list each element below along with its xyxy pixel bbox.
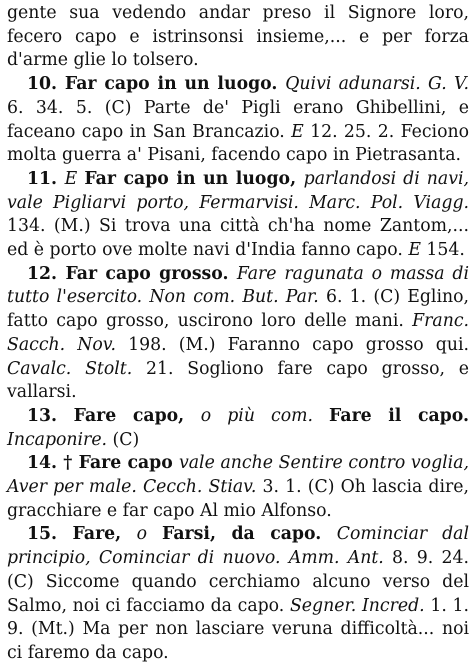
entry-11-italic-run: E	[64, 168, 85, 189]
entry-15-roman-run: 1. 1. 9. (Mt.) Ma per non lasciare veruna difficoltà... noi ci faremo da capo.	[7, 595, 469, 663]
entry-11-roman-run: 154.	[426, 240, 465, 261]
entry-10	[7, 73, 469, 168]
entry-12-bold-run: Far capo grosso.	[65, 263, 237, 284]
entry-13-bold-run: Fare capo,	[73, 405, 201, 426]
continuation-roman-run: gente sua vedendo andar preso il Signore loro, fecero capo e istrinsonsi insieme,... e per forza d'arme glie lo tolsero.	[7, 3, 469, 71]
entry-14-roman-run: 3. 1. (C) Oh lascia dire, gracchiare e far capo Al mio Alfonso.	[7, 477, 469, 521]
entry-13	[7, 405, 469, 452]
entry-13-bold-run: Fare il capo.	[329, 405, 469, 426]
entry-12-italic-run: Cavalc. Stolt.	[7, 358, 147, 379]
entry-10-bold-run: 10.	[27, 74, 65, 95]
entry-11-italic-run: E	[408, 240, 427, 261]
entry-13-roman-run: (C)	[112, 429, 140, 450]
entry-12-italic-run: Franc. Sacch. Nov.	[7, 311, 469, 355]
entry-11-italic-run: parlandosi di navi, vale Pigliarvi porto, Fermarvisi. Marc. Pol. Viagg.	[7, 168, 469, 213]
entry-10-italic-run: Quivi adunarsi. G. V.	[285, 74, 469, 95]
entry-12-bold-run: 12.	[27, 263, 66, 284]
entry-11-roman-run: 134. (M.) Si trova una città ch'ha nome Zantom,... ed è porto ove molte navi d'India fanno capo.	[7, 216, 469, 261]
entry-15	[7, 523, 469, 665]
entry-15-italic-run: o	[136, 524, 163, 545]
entry-15-italic-run: Segner. Incred.	[289, 595, 431, 616]
entry-15-bold-run: Fare,	[72, 524, 137, 545]
entry-15-roman-run: 8. 9. 24. (C) Siccome quando cerchiamo alcuno verso del Salmo, noi ci facciamo da capo.	[7, 548, 469, 616]
entry-15-italic-run: Cominciar dal principio, Cominciar di nuovo. Amm. Ant.	[7, 524, 470, 569]
entry-11	[7, 168, 469, 263]
entry-12-roman-run: 198. (M.) Faranno capo grosso qui.	[128, 334, 469, 355]
entry-10-roman-run: 6. 34. 5. (C) Parte de' Pigli erano Ghibellini, e faceano capo in San Brancazio.	[7, 97, 469, 142]
entry-15-bold-run: 15.	[27, 524, 73, 545]
entry-14-italic-run: vale anche Sentire contro voglia, Aver per male. Cecch. Stiav.	[7, 453, 469, 498]
entry-13-italic-run: Incaponire.	[7, 429, 113, 450]
entry-12	[7, 263, 469, 405]
entry-14-bold-run: Fare capo	[78, 453, 179, 474]
entry-10-roman-run: 12. 25. 2. Feciono molta guerra a' Pisani, facendo capo in Pietrasanta.	[7, 121, 470, 166]
entry-13-italic-run: o più com.	[200, 405, 330, 426]
entry-12-italic-run: Fare ragunata o massa di tutto l'esercito. Non com. But. Par.	[7, 263, 469, 308]
entry-10-italic-run: E	[291, 121, 311, 142]
entry-10-bold-run: Far capo in un luogo.	[64, 74, 286, 95]
entry-12-roman-run: 21. Sogliono fare capo grosso, e vallarsi.	[7, 358, 469, 403]
entry-12-roman-run: 6. 1. (C) Eglino, fatto capo grosso, uscirono loro delle mani.	[7, 287, 470, 332]
entry-continuation	[7, 2, 469, 73]
entry-14-bold-run: 14. †	[27, 453, 79, 474]
entry-13-bold-run: 13.	[27, 405, 74, 426]
entry-14	[7, 452, 469, 523]
entry-15-bold-run: Farsi, da capo.	[162, 524, 337, 545]
entry-11-bold-run: 11.	[27, 168, 65, 189]
entry-11-bold-run: Far capo in un luogo,	[84, 168, 304, 189]
